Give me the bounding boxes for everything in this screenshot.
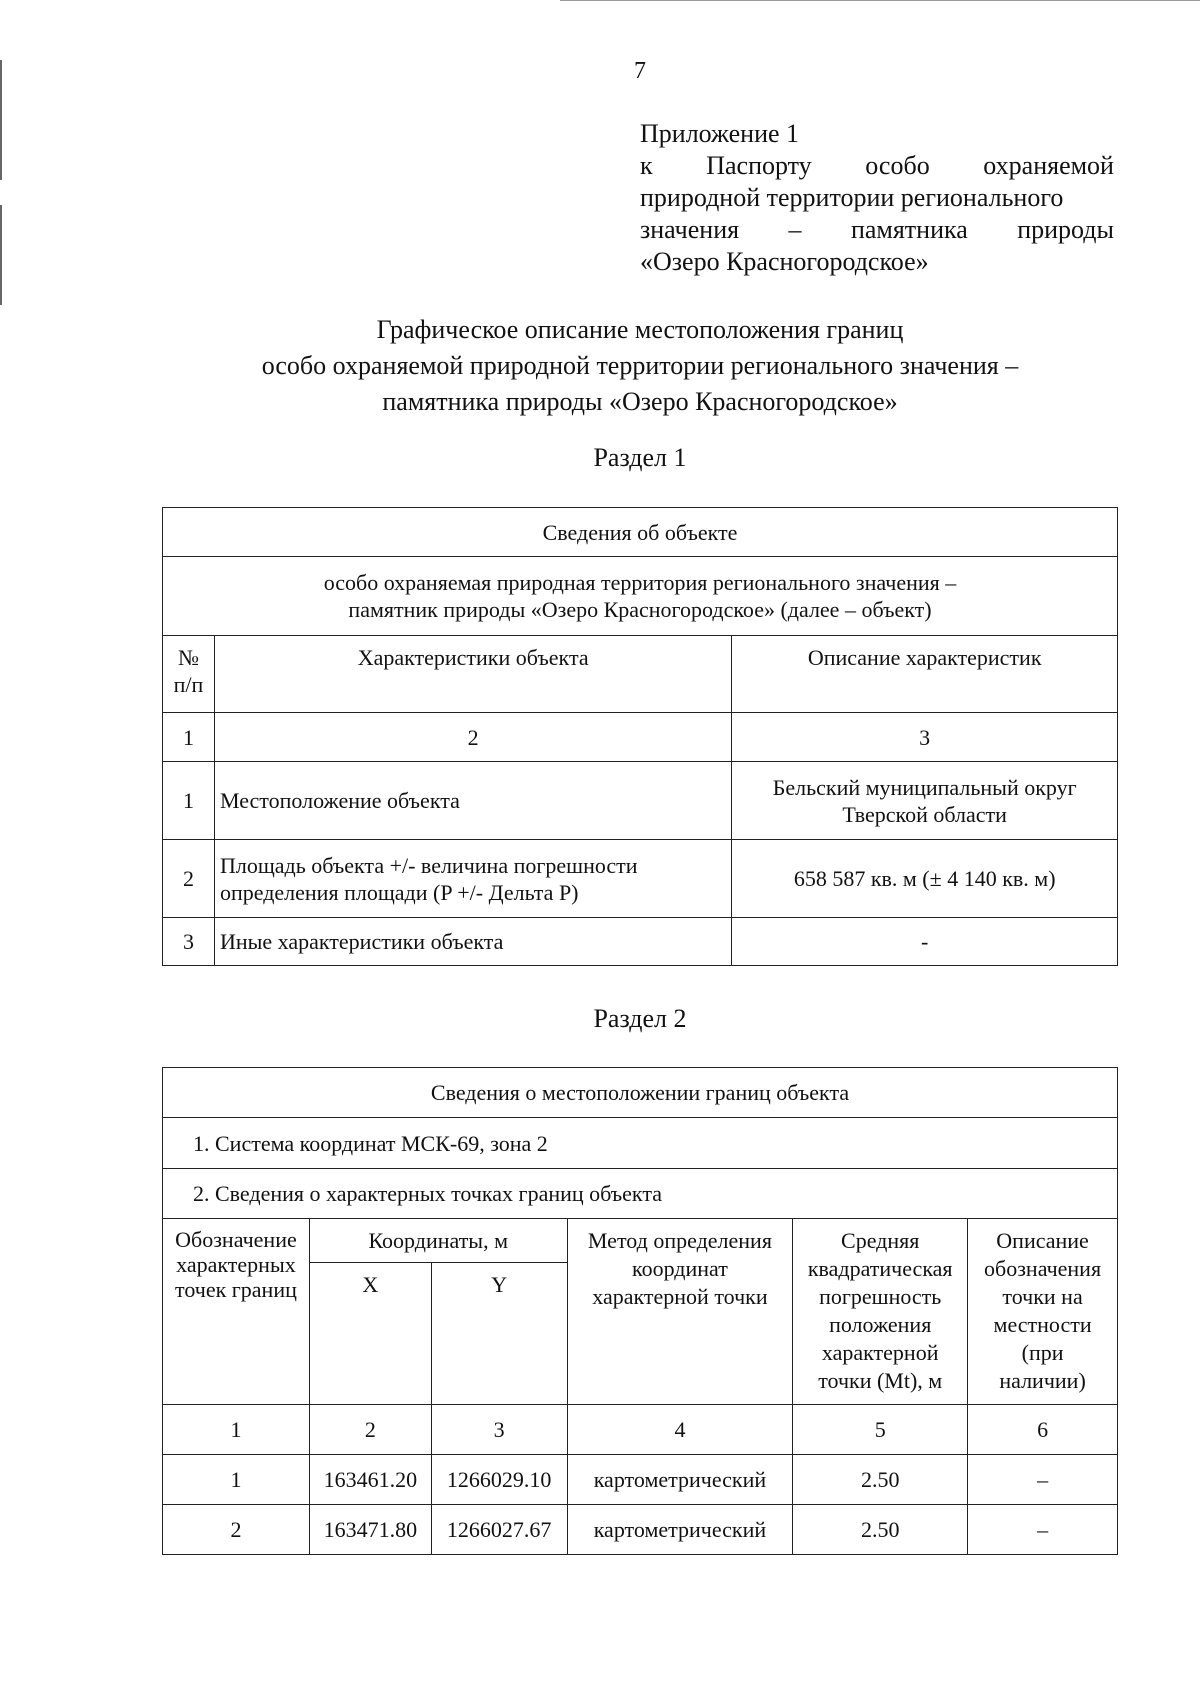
header-line: положения — [829, 1312, 932, 1337]
column-number: 3 — [431, 1405, 567, 1455]
appendix-word: охраняемой — [983, 151, 1114, 180]
scan-edge-line — [560, 0, 1200, 1]
header-line: Метод определения — [587, 1228, 772, 1253]
object-name-line: особо охраняемая природная территория регионального значения – — [323, 570, 957, 595]
column-number: 3 — [732, 713, 1118, 762]
page-number: 7 — [634, 58, 646, 84]
column-header-error — [793, 1219, 968, 1405]
error-cell: 2.50 — [793, 1505, 968, 1555]
points-section-title: 2. Сведения о характерных точках границ объекта — [163, 1169, 1118, 1219]
header-line: Описание — [996, 1228, 1089, 1253]
header-line: характерных — [176, 1252, 296, 1277]
table-row — [163, 1068, 1118, 1118]
header-line: наличии) — [999, 1368, 1086, 1393]
column-header: Описание характеристик — [732, 636, 1118, 713]
row-number: 1 — [163, 762, 215, 840]
header-line: точки на — [1002, 1284, 1083, 1309]
table-row — [163, 1169, 1118, 1219]
description-cell: - — [732, 918, 1118, 966]
column-number-row — [163, 713, 1118, 762]
appendix-word: особо — [865, 151, 930, 180]
description-line: Бельский муниципальный округ — [772, 774, 1077, 800]
header-line: характерной — [821, 1340, 939, 1365]
column-header-description — [968, 1219, 1118, 1405]
table-row — [163, 918, 1118, 966]
header-line: характерной точки — [592, 1284, 768, 1309]
scan-edge-line — [0, 205, 2, 305]
characteristic-line: определения площади (P +/- Дельта P) — [219, 879, 579, 905]
header-line: координат — [632, 1256, 728, 1281]
column-number: 4 — [567, 1405, 793, 1455]
appendix-word: памятника — [850, 215, 968, 244]
point-description-cell: – — [968, 1455, 1118, 1505]
characteristic-cell — [214, 840, 731, 918]
appendix-line: природной территории регионального — [640, 183, 1064, 212]
header-line: (при — [1021, 1340, 1064, 1365]
appendix-line: «Озеро Красногородское» — [640, 247, 929, 276]
object-name-line: памятник природы «Озеро Красногородское» (далее – объект) — [348, 597, 932, 622]
description-cell — [732, 762, 1118, 840]
table-caption: Сведения об объекте — [163, 508, 1118, 557]
column-header-x: X — [309, 1263, 431, 1405]
coordinate-system: 1. Система координат МСК-69, зона 2 — [163, 1118, 1118, 1169]
table-header-row — [163, 1219, 1118, 1263]
appendix-title: Приложение 1 — [640, 119, 800, 148]
appendix-header — [640, 118, 1114, 278]
table-header-row — [163, 636, 1118, 713]
column-header-coordinates: Координаты, м — [309, 1219, 567, 1263]
table-row — [163, 1455, 1118, 1505]
y-coordinate: 1266029.10 — [431, 1455, 567, 1505]
method-cell: картометрический — [567, 1505, 793, 1555]
header-line: точек границ — [175, 1277, 297, 1302]
x-coordinate: 163471.80 — [309, 1505, 431, 1555]
appendix-word: Паспорту — [706, 151, 812, 180]
header-line: обозначения — [984, 1256, 1102, 1281]
appendix-word: значения — [640, 215, 740, 244]
table-row — [163, 762, 1118, 840]
column-header: Характеристики объекта — [214, 636, 731, 713]
characteristic-line: Площадь объекта +/- величина погрешности — [219, 852, 638, 878]
point-id: 2 — [163, 1505, 310, 1555]
appendix-word: к — [640, 151, 653, 180]
characteristic-cell: Иные характеристики объекта — [214, 918, 731, 966]
header-line: квадратическая — [807, 1256, 953, 1281]
header-line: погрешность — [819, 1284, 942, 1309]
table-row — [163, 840, 1118, 918]
document-title — [160, 312, 1120, 420]
section2-heading: Раздел 2 — [593, 1004, 687, 1033]
table-row — [163, 557, 1118, 636]
column-number: 1 — [163, 1405, 310, 1455]
point-description-cell: – — [968, 1505, 1118, 1555]
table-row — [163, 1505, 1118, 1555]
appendix-line — [640, 214, 1114, 246]
table-row — [163, 1118, 1118, 1169]
column-header-designation — [163, 1219, 310, 1405]
row-number: 2 — [163, 840, 215, 918]
error-cell: 2.50 — [793, 1455, 968, 1505]
title-line: особо охраняемой природной территории регионального значения – — [261, 351, 1019, 380]
column-number: 2 — [309, 1405, 431, 1455]
column-number-row — [163, 1405, 1118, 1455]
object-name-cell — [163, 557, 1118, 636]
column-number: 2 — [214, 713, 731, 762]
boundary-points-table — [162, 1067, 1118, 1555]
header-line: Средняя — [841, 1228, 920, 1253]
description-cell: 658 587 кв. м (± 4 140 кв. м) — [732, 840, 1118, 918]
characteristic-cell: Местоположение объекта — [214, 762, 731, 840]
section1-heading: Раздел 1 — [593, 443, 687, 472]
appendix-word: природы — [1017, 215, 1114, 244]
column-number: 1 — [163, 713, 215, 762]
column-number: 6 — [968, 1405, 1118, 1455]
title-line: Графическое описание местоположения границ — [376, 315, 904, 344]
header-line: точки (Mt), м — [818, 1368, 943, 1393]
row-number: 3 — [163, 918, 215, 966]
column-number: 5 — [793, 1405, 968, 1455]
y-coordinate: 1266027.67 — [431, 1505, 567, 1555]
title-line: памятника природы «Озеро Красногородское» — [382, 387, 898, 416]
column-header-y: Y — [431, 1263, 567, 1405]
column-header-method — [567, 1219, 793, 1405]
point-id: 1 — [163, 1455, 310, 1505]
method-cell: картометрический — [567, 1455, 793, 1505]
object-info-table — [162, 507, 1118, 966]
header-line: Обозначение — [175, 1227, 297, 1252]
column-header — [163, 636, 215, 713]
appendix-word: – — [788, 215, 802, 244]
x-coordinate: 163461.20 — [309, 1455, 431, 1505]
header-line: № — [177, 645, 199, 670]
header-line: местности — [993, 1312, 1092, 1337]
header-line: п/п — [173, 672, 204, 697]
appendix-line — [640, 150, 1114, 182]
description-line: Тверской области — [842, 801, 1007, 827]
table-row — [163, 508, 1118, 557]
table-caption: Сведения о местоположении границ объекта — [163, 1068, 1118, 1118]
